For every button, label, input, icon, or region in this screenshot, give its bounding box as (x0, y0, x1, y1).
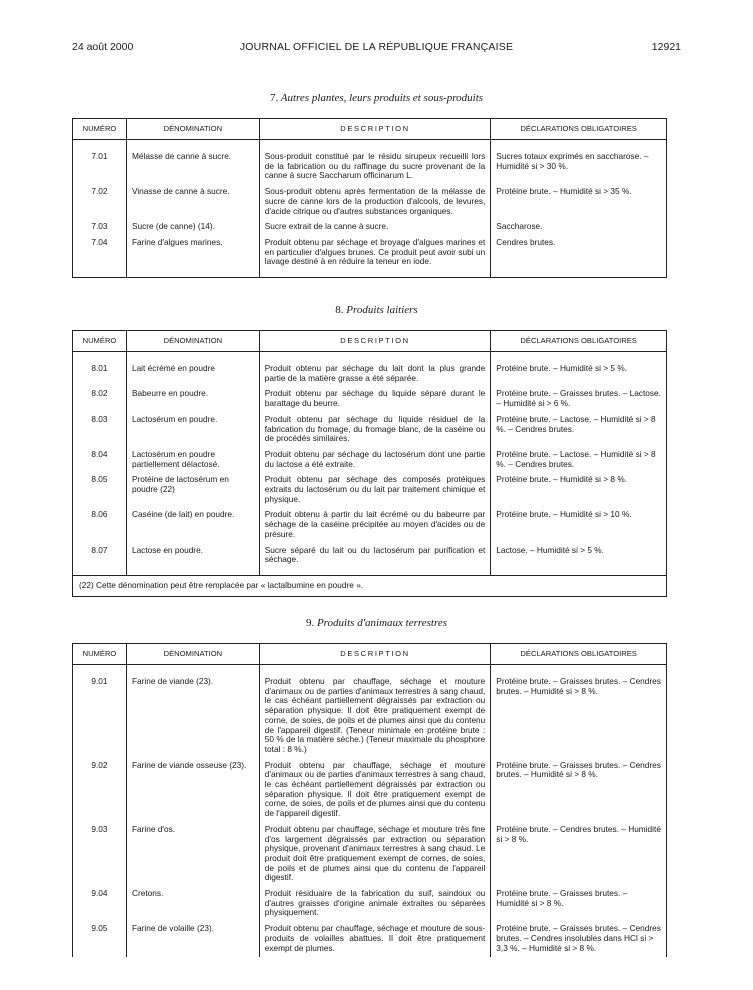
col-header-numero: NUMÉRO (73, 644, 127, 665)
table-section-7 (72, 118, 667, 278)
row-number: 7.04 (91, 236, 108, 247)
row-declarations: Protéine brute. – Humidité si > 8 %. (491, 473, 667, 508)
row-declarations: Protéine brute. – Humidité si > 10 %. (491, 508, 667, 543)
row-declarations: Protéine brute. – Graisses brutes. – Lactose. – Humidité si > 6 %. (491, 387, 667, 412)
row-declarations: Cendres brutes. (491, 236, 667, 278)
col-header-description: DESCRIPTION (259, 331, 491, 352)
page-header (72, 41, 681, 55)
row-denomination: Protéine de lactosérum en poudre (22) (126, 473, 259, 508)
row-denomination: Farine de viande (23). (126, 675, 259, 759)
row-declarations: Saccharose. (491, 220, 667, 236)
row-declarations: Protéine brute. – Graisses brutes. – Cendres brutes. – Humidité si > 8 %. (491, 759, 667, 823)
row-description: Produit obtenu par séchage des composés protéiques extraits du lactosérum ou du lait par traitement chimique et physique. (259, 473, 491, 508)
row-denomination: Babeurre en poudre. (126, 387, 259, 412)
section-title-text: Autres plantes, leurs produits et sous-produits (280, 92, 484, 104)
table-row (73, 185, 667, 220)
col-header-denomination: DÉNOMINATION (126, 644, 259, 665)
table-row (73, 236, 667, 278)
section-number: 7. (269, 92, 279, 104)
row-description: Produit obtenu à partir du lait écrémé ou du babeurre par séchage de la caséine précipitée au moyen d'acides ou de présure. (259, 508, 491, 543)
header-date: 24 août 2000 (72, 41, 134, 53)
row-denomination: Lait écrémé en poudre (126, 362, 259, 387)
table-header-row (73, 644, 667, 665)
row-description: Produit obtenu par séchage et broyage d'algues marines et en particulier d'algues brunes. Ce produit peut avoir subi un lavage destiné à en réduire la teneur en iode. (259, 236, 491, 278)
row-description: Produit obtenu par chauffage, séchage et mouture de sous-produits de volailles abattues. Il doit être pratiquement exempt de plumes. (259, 922, 491, 957)
row-number: 9.03 (91, 823, 108, 834)
section-title-text: Produits d'animaux terrestres (316, 617, 448, 629)
table-header-row (73, 331, 667, 352)
section-number: 8. (335, 304, 344, 316)
row-number: 8.07 (91, 544, 108, 555)
row-declarations: Protéine brute. – Graisses brutes. – Cendres brutes. – Cendres insolubles dans HCl si > 3,3 %. – Humidité si > 8 %. (491, 922, 667, 957)
table-row (73, 759, 667, 823)
table-row (73, 413, 667, 448)
row-description: Produit obtenu par chauffage, séchage et mouture très fine d'os largement dégraissés par extraction ou séparation physique, provenant d'animaux terrestres à sang chaud. Le produit doit être pratiquement exempt de cornes, de soies, de poils et de plumes ainsi que du contenu de l'appareil digestif. (259, 823, 491, 887)
row-denomination: Cretons. (126, 887, 259, 922)
section-number: 9. (305, 617, 315, 629)
col-header-declarations: DÉCLARATIONS OBLIGATOIRES (491, 119, 667, 140)
row-declarations: Protéine brute. – Lactose. – Humidité si > 8 %. – Cendres brutes. (491, 448, 667, 473)
row-description: Produit obtenu par séchage du liquide résiduel de la fabrication du fromage, du fromage blanc, de la caséine ou de procédés similaires. (259, 413, 491, 448)
row-number: 8.01 (91, 363, 108, 373)
row-number: 9.04 (91, 888, 108, 899)
row-description: Produit obtenu par séchage du liquide séparé durant le barattage du beurre. (259, 387, 491, 412)
table-row (73, 387, 667, 412)
col-header-declarations: DÉCLARATIONS OBLIGATOIRES (491, 644, 667, 665)
row-denomination: Vinasse de canne à sucre. (126, 185, 259, 220)
row-description: Produit obtenu par chauffage, séchage et mouture d'animaux ou de parties d'animaux terrestres à sang chaud, le cas échéant partiellement dégraissés par extraction ou séparation physique. Il doit être pratiquement exempt de corne, de soies, de poils et de plumes ainsi que du contenu de l'appareil digestif. (259, 759, 491, 823)
row-declarations: Protéine brute. – Lactose. – Humidité si > 8 %. – Cendres brutes. (491, 413, 667, 448)
page-number: 12921 (651, 41, 681, 53)
table-row (73, 823, 667, 887)
row-declarations: Protéine brute. – Cendres brutes. – Humidité si > 8 %. (491, 823, 667, 887)
row-description: Sucre extrait de la canne à sucre. (259, 220, 491, 236)
table-row (73, 508, 667, 543)
row-number: 9.02 (91, 759, 108, 770)
row-declarations: Protéine brute. – Graisses brutes. – Humidité si > 8 %. (491, 887, 667, 922)
table-row (73, 887, 667, 922)
row-number: 9.05 (91, 923, 108, 934)
table-section-9 (72, 643, 667, 957)
col-header-declarations: DÉCLARATIONS OBLIGATOIRES (491, 331, 667, 352)
col-header-description: DESCRIPTION (259, 644, 491, 665)
footnote: (22) Cette dénomination peut être remplacée par « lactalbumine en poudre ». (73, 575, 667, 596)
row-denomination: Farine d'algues marines. (126, 236, 259, 278)
table-row (73, 220, 667, 236)
row-denomination: Lactosérum en poudre. (126, 413, 259, 448)
row-description: Produit obtenu par séchage du lait dont la plus grande partie de la matière grasse a été séparée. (259, 362, 491, 387)
row-number: 8.04 (91, 448, 108, 459)
row-declarations: Protéine brute. – Humidité si > 35 %. (491, 185, 667, 220)
section-title-7 (72, 92, 681, 104)
row-denomination: Mélasse de canne à sucre. (126, 150, 259, 185)
section-title-9 (72, 617, 681, 629)
row-description: Sous-produit constitué par le résidu sirupeux recueilli lors de la fabrication ou du raffinage du sucre provenant de la canne à sucre Saccharum officinarum L. (259, 150, 491, 185)
row-number: 7.02 (91, 186, 108, 197)
row-denomination: Caséine (de lait) en poudre. (126, 508, 259, 543)
row-number: 8.05 (91, 474, 108, 485)
row-description: Sucre séparé du lait ou du lactosérum par purification et séchage. (259, 544, 491, 576)
col-header-denomination: DÉNOMINATION (126, 331, 259, 352)
row-denomination: Lactose en poudre. (126, 544, 259, 576)
row-denomination: Farine de volaille (23). (126, 922, 259, 957)
row-description: Produit obtenu par séchage du lactosérum dont une partie du lactose a été extraite. (259, 448, 491, 473)
section-title-8 (72, 304, 681, 316)
row-denomination: Sucre (de canne) (14). (126, 220, 259, 236)
row-number: 8.06 (91, 509, 108, 520)
row-declarations: Sucres totaux exprimés en saccharose. – Humidité si > 30 %. (491, 150, 667, 185)
row-denomination: Farine de viande osseuse (23). (126, 759, 259, 823)
row-number: 7.01 (91, 151, 108, 161)
row-number: 9.01 (91, 676, 108, 686)
col-header-numero: NUMÉRO (73, 331, 127, 352)
col-header-description: DESCRIPTION (259, 119, 491, 140)
row-declarations: Lactose. – Humidité si > 5 %. (491, 544, 667, 576)
row-number: 7.03 (91, 221, 108, 232)
col-header-denomination: DÉNOMINATION (126, 119, 259, 140)
journal-title: JOURNAL OFFICIEL DE LA RÉPUBLIQUE FRANÇAISE (239, 41, 514, 53)
row-description: Sous-produit obtenu après fermentation de la mélasse de sucre de canne lors de la production d'alcools, de levures, d'acide citrique ou d'autres substances organiques. (259, 185, 491, 220)
table-row (73, 675, 667, 759)
table-row (73, 473, 667, 508)
footnote-row (73, 575, 667, 596)
row-denomination: Farine d'os. (126, 823, 259, 887)
table-row (73, 150, 667, 185)
col-header-numero: NUMÉRO (73, 119, 127, 140)
row-declarations: Protéine brute. – Humidité si > 5 %. (491, 362, 667, 387)
row-description: Produit obtenu par chauffage, séchage et mouture d'animaux ou de parties d'animaux terrestres à sang chaud, le cas échéant partiellement dégraissés par extraction ou séparation physique. Il doit être pratiquement exempt de corne, de soies, de poils et de plumes ainsi que du contenu de l'appareil digestif. (Teneur minimale en protéine brute : 50 % de la matière sèche.) (Teneur maximale du phosphore total : 8 %.) (259, 675, 491, 759)
table-header-row (73, 119, 667, 140)
table-section-8 (72, 330, 667, 597)
row-description: Produit résiduaire de la fabrication du suif, saindoux ou d'autres graisses d'origine animale extraites ou séparées physiquement. (259, 887, 491, 922)
table-row (73, 362, 667, 387)
row-declarations: Protéine brute. – Graisses brutes. – Cendres brutes. – Humidité si > 8 %. (491, 675, 667, 759)
row-number: 8.02 (91, 388, 108, 399)
row-number: 8.03 (91, 413, 108, 424)
row-denomination: Lactosérum en poudre partiellement délactosé. (126, 448, 259, 473)
table-row (73, 544, 667, 576)
section-title-text: Produits laitiers (346, 304, 418, 316)
table-row (73, 922, 667, 957)
table-row (73, 448, 667, 473)
